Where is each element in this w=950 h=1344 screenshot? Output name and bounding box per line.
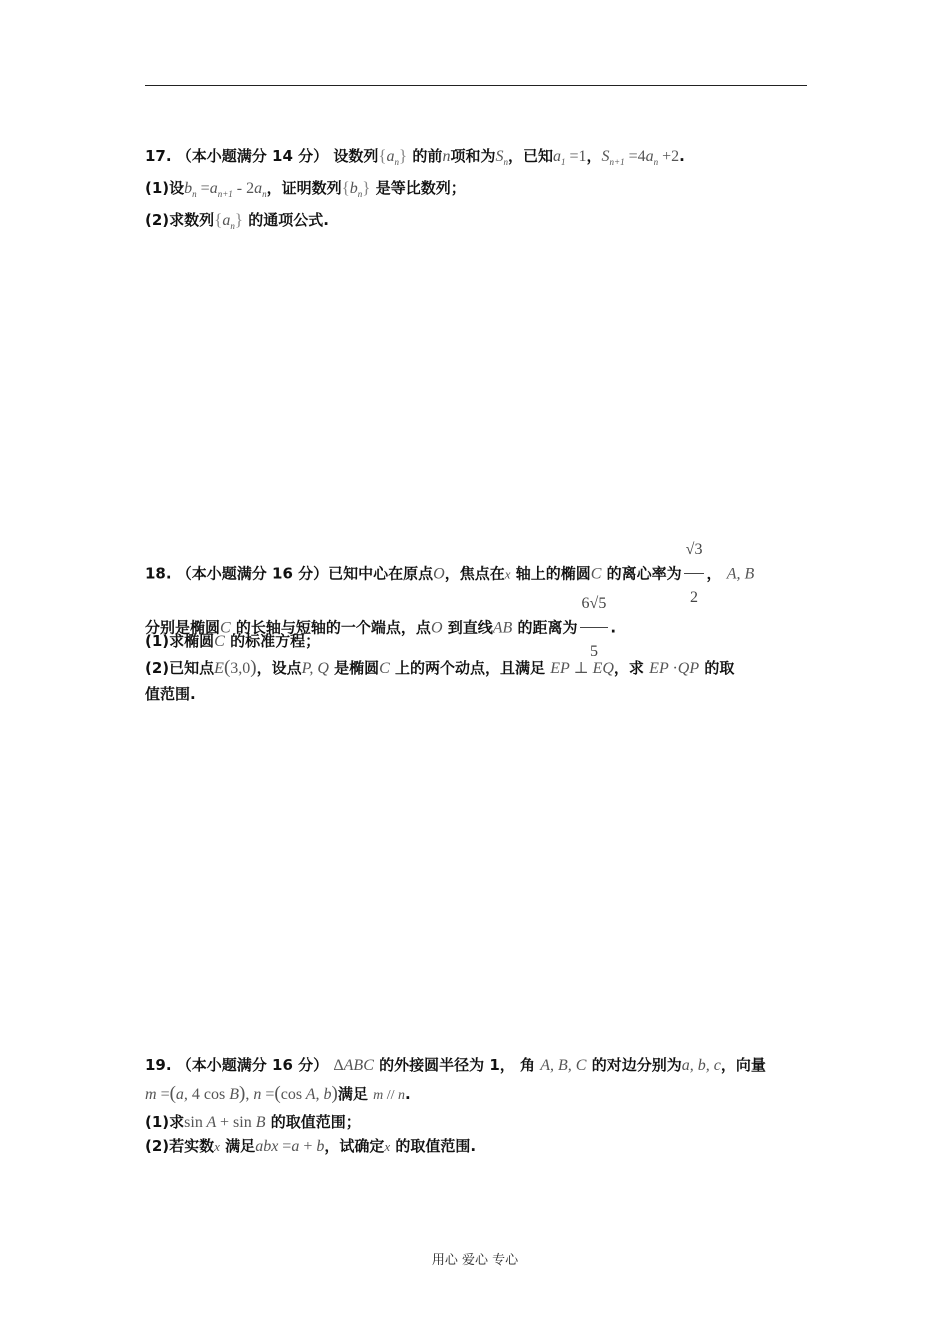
fraction-sqrt3-over-2: $\frac{√3}{2}$ [684, 528, 705, 620]
q19-line2 [145, 1084, 411, 1106]
q18-part2-cont [145, 684, 196, 704]
page-footer: 用心 爱心 专心 [431, 1253, 519, 1268]
q18-text: ，设点 [256, 659, 302, 677]
brace-left: { [214, 210, 223, 229]
q19-text: 满足 [225, 1137, 256, 1155]
q18-text: ， [706, 564, 722, 583]
q19-text: 满足 [337, 1085, 368, 1103]
math-EP-perp-EQ: EP ⊥ EQ [550, 660, 614, 677]
math-a-b-c: a, b, c [681, 1057, 721, 1074]
q18-text: 上的两个动点，且满足 [395, 659, 546, 677]
q19-text: 的取值范围； [270, 1113, 361, 1131]
math-bn: $b_n$ [349, 180, 363, 199]
q18-text: ，求 [613, 659, 644, 677]
q18-part1 [145, 631, 320, 652]
math-a1-eq-1: $a_1 =1$ [552, 148, 587, 167]
header-rule [145, 85, 807, 86]
q18-text: 分别是椭圆 [145, 618, 221, 637]
q19-text: ，向量 [720, 1056, 766, 1074]
math-sinA-plus-sinB: sin A + sin B [184, 1114, 266, 1131]
q19-heading: 19. （本小题满分 16 分） [145, 1056, 329, 1074]
q19-part2 [145, 1136, 476, 1157]
q17-text: 项和为 [450, 147, 496, 165]
math-vectors: m =(a, 4 cos B), n =(cos A, b) [145, 1083, 338, 1104]
fraction-6sqrt5-over-5: $\frac{6√5}{5}$ [580, 582, 609, 674]
q18-text: 的距离为 [517, 618, 578, 637]
q19-line1 [145, 1055, 766, 1076]
q19-text: ，试确定 [324, 1137, 385, 1155]
q17-text: ，已知 [507, 147, 553, 165]
math-O: O [430, 619, 443, 637]
math-EP-dot-QP: EP ·QP [649, 660, 700, 677]
q18-text: 值范围. [145, 685, 196, 703]
q19-text: 的对边分别为 [591, 1056, 682, 1074]
q17-line1 [145, 146, 685, 172]
math-bn-def: $b_n =a_{n+1} - 2a_n$ [184, 180, 267, 199]
math-x: x [214, 1139, 220, 1154]
math-E-point: E(3,0) [214, 657, 257, 678]
q18-text: . [610, 618, 617, 637]
math-O: O [433, 565, 445, 583]
math-C: C [379, 660, 390, 677]
q18-text: 是椭圆 [334, 659, 380, 677]
math-recurrence: $S_{n+1} =4a_n +2$ [601, 148, 680, 167]
q19-text: (2)若实数 [145, 1137, 215, 1155]
math-C: C [214, 633, 225, 650]
q18-text: 轴上的椭圆 [515, 564, 591, 583]
q17-part2 [145, 210, 329, 236]
math-m-parallel-n: m // n [373, 1088, 406, 1103]
math-Sn: $S_n$ [495, 148, 508, 167]
q17-text: . [679, 147, 685, 165]
q18-text: (1)求椭圆 [145, 632, 215, 650]
math-AB: AB [492, 619, 513, 637]
q19-part1 [145, 1112, 361, 1133]
math-an: $a_n$ [222, 212, 235, 231]
q17-text: 是等比数列； [375, 179, 466, 197]
q17-text: 的通项公式. [248, 211, 329, 229]
q17-text: 的前 [412, 147, 443, 165]
math-triangle-ABC: ΔABC [333, 1057, 374, 1074]
math-C: C [220, 619, 231, 637]
q19-text: . [405, 1085, 411, 1103]
brace-right: } [234, 210, 243, 229]
math-A-B-C: A, B, C [540, 1057, 587, 1074]
math-C: C [590, 565, 602, 583]
q18-heading: 18. （本小题满分 16 分）已知中心在原点 [145, 564, 434, 583]
q18-text: 的取 [704, 659, 735, 677]
q19-text: (1)求 [145, 1113, 185, 1131]
q17-text: (2)求数列 [145, 211, 215, 229]
q17-part1 [145, 178, 466, 204]
math-an: $a_n$ [386, 148, 400, 167]
q17-text: ，证明数列 [266, 179, 342, 197]
q18-text: (2)已知点 [145, 659, 215, 677]
q17-heading: 17. （本小题满分 14 分） 设数列 [145, 147, 379, 165]
math-x: x [504, 566, 511, 582]
math-x: x [384, 1139, 391, 1154]
brace-right: } [399, 146, 408, 165]
brace-left: { [341, 178, 350, 197]
q18-text: 到直线 [447, 618, 493, 637]
math-n: n [442, 148, 451, 165]
brace-left: { [378, 146, 387, 165]
q18-part2 [145, 658, 734, 679]
q19-text: 的外接圆半径为 1， 角 [379, 1056, 535, 1074]
q18-text: ，焦点在 [444, 564, 505, 583]
q17-text: ， [586, 147, 602, 165]
brace-right: } [362, 178, 371, 197]
q18-text: 的离心率为 [606, 564, 682, 583]
math-P-Q: P, Q [301, 660, 329, 677]
q18-text: 的标准方程； [230, 632, 321, 650]
q18-text: 的长轴与短轴的一个端点，点 [235, 618, 431, 637]
math-abx-eq-a-plus-b: abx =a + b [255, 1138, 325, 1155]
q17-text: (1)设 [145, 179, 185, 197]
q19-text: 的取值范围. [395, 1137, 477, 1155]
math-A-B: A, B [726, 565, 755, 583]
